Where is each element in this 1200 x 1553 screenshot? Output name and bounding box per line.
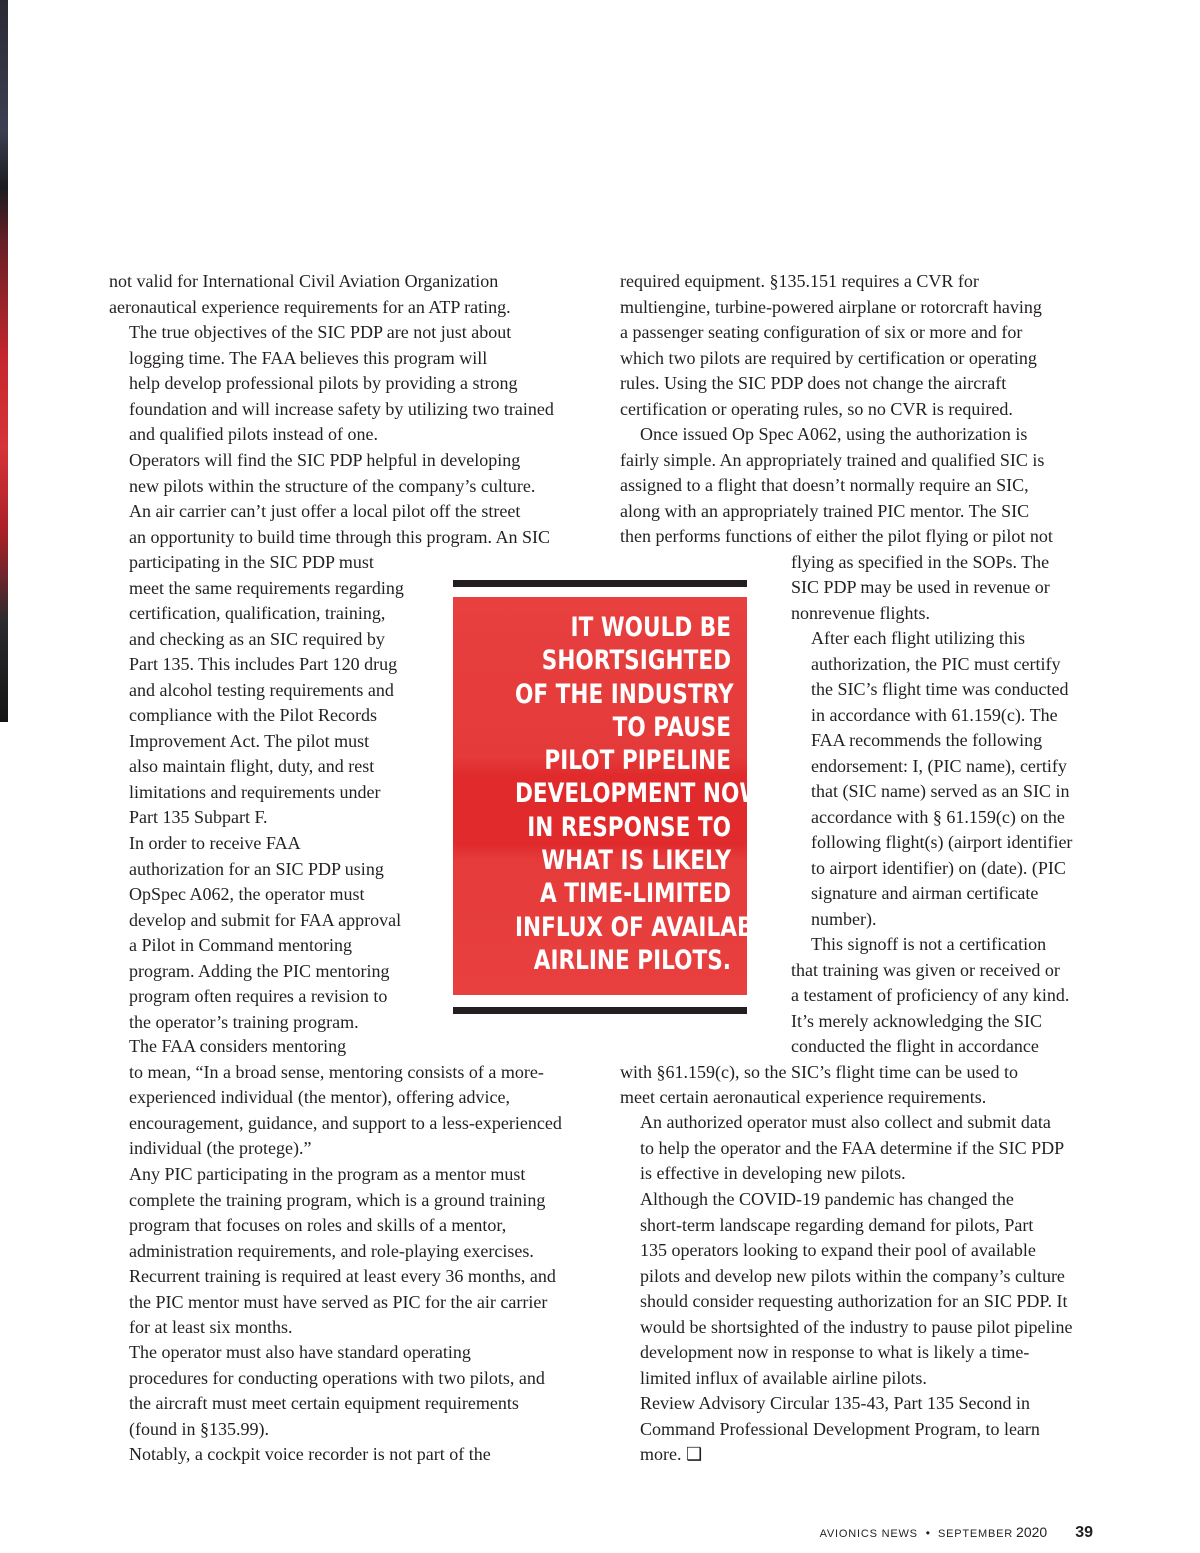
text-line: number). [811,908,877,929]
text-line: certification, qualification, training, [129,603,386,623]
text-line: This signoff is not a certification [811,934,1047,954]
text-line: develop and submit for FAA approval [129,909,402,930]
right-paragraph [620,1391,1040,1468]
text-line: rules. Using the SIC PDP does not change the aircraft [620,373,1007,393]
pull-quote [453,580,782,1014]
text-line: more. ❑ [640,1444,703,1464]
pull-quote-line: PILOT PIPELINE [544,745,731,777]
pull-quote-line: TO PAUSE [612,711,731,743]
text-line: for at least six months. [129,1317,293,1337]
text-line: to airport identifier) on (date). (PIC [811,857,1066,878]
text-line: (found in §135.99). [129,1418,269,1439]
pull-quote-line: IN RESPONSE TO [527,811,731,843]
text-line: a passenger seating configuration of six or more and for [620,322,1023,342]
text-line: foundation and will increase safety by utilizing two trained [129,398,554,419]
text-line: would be shortsighted of the industry to pause pilot pipeline [640,1316,1073,1337]
text-line: pilots and develop new pilots within the company’s culture [640,1265,1065,1286]
adjacent-page-photo-edge [0,0,8,722]
text-line: conducted the flight in accordance [791,1036,1039,1056]
text-line: program that focuses on roles and skills of a mentor, [129,1215,507,1235]
text-line: the aircraft must meet certain equipment requirements [129,1393,519,1413]
pull-quote-line: DEVELOPMENT NOW [515,778,764,810]
text-line: FAA recommends the following [811,730,1043,750]
text-line: short-term landscape regarding demand for pilots, Part [640,1214,1034,1235]
text-line: limitations and requirements under [129,781,381,802]
right-paragraph [620,1187,1072,1391]
text-line: OpSpec A062, the operator must [129,884,365,904]
text-line: Review Advisory Circular 135-43, Part 135 Second in [640,1393,1030,1413]
text-line: In order to receive FAA [129,833,301,853]
left-paragraph [109,269,511,320]
text-line: assigned to a flight that doesn’t normally require an SIC, [620,475,1029,495]
text-line: procedures for conducting operations with two pilots, and [129,1367,545,1388]
text-line: The operator must also have standard operating [129,1342,471,1362]
text-line: following flight(s) (airport identifier [811,832,1073,852]
text-line: an opportunity to build time through this program. An SIC [129,526,550,547]
footer-separator: • [925,1526,930,1540]
text-line: An authorized operator must also collect and submit data [640,1112,1051,1132]
page-footer [0,1524,1093,1542]
text-line: aeronautical experience requirements for an ATP rating. [109,296,511,317]
text-line: program often requires a revision to [129,986,388,1006]
text-line: the operator’s training program. [129,1011,359,1032]
text-line: then performs functions of either the pilot flying or pilot not [620,526,1053,546]
text-line: Notably, a cockpit voice recorder is not part of the [129,1444,491,1464]
left-paragraph [109,1442,491,1468]
text-line: which two pilots are required by certification or operating [620,347,1037,368]
pull-quote-line: INFLUX OF AVAILABLE [515,911,782,943]
text-line: Part 135. This includes Part 120 drug [129,654,398,674]
text-line: to help the operator and the FAA determine if the SIC PDP [640,1137,1065,1158]
text-line: individual (the protege).” [129,1138,312,1158]
text-line: should consider requesting authorization for an SIC PDP. It [640,1291,1068,1311]
pull-quote-line: A TIME-LIMITED [540,878,731,910]
text-line: 135 operators looking to expand their pool of available [640,1240,1036,1260]
text-line: authorization, the PIC must certify [811,653,1061,674]
pull-quote-line: AIRLINE PILOTS. [533,944,731,976]
text-line: SIC PDP may be used in revenue or [791,577,1050,597]
left-paragraph [109,1340,545,1442]
text-line: the SIC’s flight time was conducted [811,679,1069,699]
text-line: Improvement Act. The pilot must [129,730,370,751]
text-line: with §61.159(c), so the SIC’s flight time can be used to [620,1061,1018,1082]
text-line: also maintain flight, duty, and rest [129,756,375,776]
text-line: to mean, “In a broad sense, mentoring consists of a more- [129,1061,544,1082]
text-line: new pilots within the structure of the company’s culture. [129,475,536,496]
text-line: meet the same requirements regarding [129,577,404,598]
publication-name: AVIONICS NEWS [819,1528,918,1540]
right-paragraph [791,626,1072,932]
pull-quote-bottom-rule [453,1007,747,1014]
left-paragraph [109,1162,556,1341]
text-line: program. Adding the PIC mentoring [129,960,390,981]
text-line: Although the COVID-19 pandemic has changed the [640,1189,1014,1209]
text-line: It’s merely acknowledging the SIC [791,1010,1042,1031]
text-line: development now in response to what is likely a time- [640,1342,1030,1362]
text-line: that training was given or received or [791,959,1060,980]
text-line: endorsement: I, (PIC name), certify [811,755,1067,776]
text-line: required equipment. §135.151 requires a CVR for [620,271,979,291]
issue-month: SEPTEMBER [937,1528,1014,1540]
left-paragraph [109,320,554,448]
text-line: Recurrent training is required at least every 36 months, and [129,1266,556,1286]
text-line: flying as specified in the SOPs. The [791,551,1050,572]
text-line: limited influx of available airline pilots. [640,1367,927,1388]
text-line: help develop professional pilots by providing a strong [129,373,518,393]
text-line: Command Professional Development Program, to learn [640,1418,1040,1439]
page-number: 39 [1075,1524,1093,1541]
text-line: and alcohol testing requirements and [129,679,394,700]
left-paragraph [109,831,401,1035]
pull-quote-top-rule [453,580,747,587]
text-line: in accordance with 61.159(c). The [811,704,1058,725]
text-line: authorization for an SIC PDP using [129,858,384,879]
text-line: a testament of proficiency of any kind. [791,985,1070,1005]
text-line: administration requirements, and role-playing exercises. [129,1240,534,1261]
text-line: complete the training program, which is a ground training [129,1189,546,1210]
text-line: experienced individual (the mentor), offering advice, [129,1087,511,1107]
left-paragraph [109,1034,562,1162]
text-line: not valid for International Civil Aviation Organization [109,271,499,291]
text-line: and checking as an SIC required by [129,628,385,649]
text-line: Part 135 Subpart F. [129,807,268,827]
pull-quote-text [515,611,782,977]
right-paragraph [620,269,1042,422]
text-line: multiengine, turbine-powered airplane or rotorcraft having [620,296,1042,317]
text-line: encouragement, guidance, and support to a less-experienced [129,1112,562,1133]
text-line: certification or operating rules, so no CVR is required. [620,398,1013,419]
text-line: signature and airman certificate [811,883,1039,903]
right-paragraph [620,1110,1064,1187]
text-line: The FAA considers mentoring [129,1036,347,1056]
text-line: and qualified pilots instead of one. [129,424,378,444]
issue-year: 2020 [1016,1524,1048,1540]
text-line: participating in the SIC PDP must [129,552,374,572]
text-line: After each flight utilizing this [811,628,1025,648]
left-paragraph [109,448,535,499]
text-line: a Pilot in Command mentoring [129,935,352,955]
text-line: Once issued Op Spec A062, using the authorization is [640,424,1028,444]
pull-quote-line: WHAT IS LIKELY [541,845,731,877]
pull-quote-line: IT WOULD BE [570,612,731,643]
pull-quote-line: OF THE INDUSTRY [515,678,734,710]
text-line: compliance with the Pilot Records [129,705,377,725]
text-line: nonrevenue flights. [791,602,930,623]
text-line: that (SIC name) served as an SIC in [811,781,1070,801]
text-line: accordance with § 61.159(c) on the [811,806,1065,827]
text-line: meet certain aeronautical experience requirements. [620,1087,987,1107]
text-line: Operators will find the SIC PDP helpful in developing [129,450,521,470]
text-line: the PIC mentor must have served as PIC for the air carrier [129,1291,548,1312]
pull-quote-line: SHORTSIGHTED [541,645,731,677]
text-line: The true objectives of the SIC PDP are not just about [129,322,512,342]
text-line: fairly simple. An appropriately trained and qualified SIC is [620,449,1045,470]
text-line: Any PIC participating in the program as a mentor must [129,1164,526,1184]
text-line: is effective in developing new pilots. [640,1163,906,1183]
text-line: logging time. The FAA believes this program will [129,347,488,368]
text-line: An air carrier can’t just offer a local pilot off the street [129,501,521,521]
text-line: along with an appropriately trained PIC mentor. The SIC [620,500,1030,521]
pull-quote-box [453,597,782,995]
